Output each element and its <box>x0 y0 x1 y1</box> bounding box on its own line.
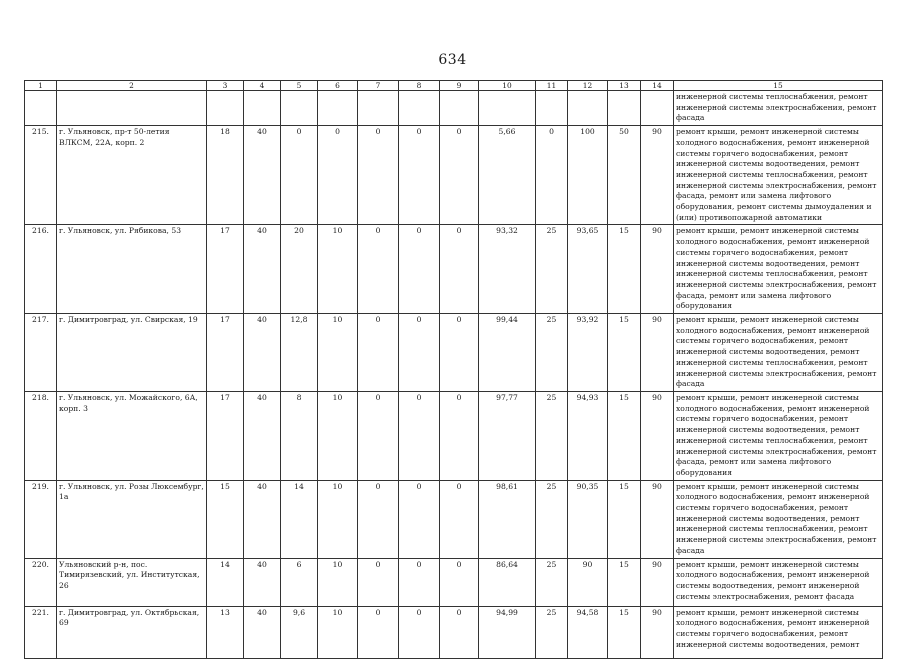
page-number: 634 <box>438 52 467 68</box>
cell-works: ремонт крыши, ремонт инженерной системы холодного водоснабжения, ремонт инженерной системы водоотведения, ремонт инженерной системы электроснабжения, ремонт фасада <box>674 558 883 606</box>
cell-c10: 99,44 <box>479 314 536 392</box>
cell-works: ремонт крыши, ремонт инженерной системы холодного водоснабжения, ремонт инженерной системы горячего водоснабжения, ремонт инженерной системы водоотведения, ремонт инженерной системы теплоснабжения, ремонт инженерной системы электроснабжения, ремонт фасада, ремонт или замена лифтового оборудования <box>674 391 883 480</box>
cell-c8: 0 <box>399 314 440 392</box>
cell-c7: 0 <box>358 225 399 314</box>
cell-c9: 0 <box>440 606 479 658</box>
cell-c5: 12,8 <box>281 314 318 392</box>
cell-c14: 90 <box>641 558 674 606</box>
cell-c11: 0 <box>536 126 568 225</box>
cell-c3: 13 <box>207 606 244 658</box>
column-header: 3 <box>207 81 244 91</box>
cell-c14: 90 <box>641 225 674 314</box>
cell-c5: 20 <box>281 225 318 314</box>
cell-c12: 100 <box>568 126 608 225</box>
cell-c13: 15 <box>608 558 641 606</box>
column-header: 5 <box>281 81 318 91</box>
table-row <box>25 558 883 606</box>
column-header: 13 <box>608 81 641 91</box>
cell-c9: 0 <box>440 225 479 314</box>
cell-c4: 40 <box>244 314 281 392</box>
cell-c7: 0 <box>358 391 399 480</box>
cell-c8: 0 <box>399 558 440 606</box>
cell-c6: 0 <box>318 126 358 225</box>
cell-c7: 0 <box>358 314 399 392</box>
cell-c9: 0 <box>440 480 479 558</box>
cell-c12: 94,93 <box>568 391 608 480</box>
cell-c8: 0 <box>399 606 440 658</box>
cell-c12: 94,58 <box>568 606 608 658</box>
cell-c4: 40 <box>244 606 281 658</box>
cell-num: 219. <box>25 480 57 558</box>
cell-c11: 25 <box>536 225 568 314</box>
cell-c13: 15 <box>608 225 641 314</box>
continuation-row <box>25 91 883 126</box>
cell-c6: 10 <box>318 314 358 392</box>
cell-c3: 15 <box>207 480 244 558</box>
cell-c5: 8 <box>281 391 318 480</box>
cell-c14: 90 <box>641 126 674 225</box>
cell-c5: 0 <box>281 126 318 225</box>
cell-num: 215. <box>25 126 57 225</box>
column-header: 4 <box>244 81 281 91</box>
cell-c8: 0 <box>399 391 440 480</box>
cell-c5: 14 <box>281 480 318 558</box>
cell-address: г. Ульяновск, ул. Розы Люксембург, 1а <box>57 480 207 558</box>
cell-c11: 25 <box>536 314 568 392</box>
cell-c8: 0 <box>399 480 440 558</box>
table-row <box>25 314 883 392</box>
cell-c7: 0 <box>358 558 399 606</box>
cell-c12: 93,65 <box>568 225 608 314</box>
cell-c3: 18 <box>207 126 244 225</box>
cell-works: инженерной системы теплоснабжения, ремонт инженерной системы электроснабжения, ремонт фасада <box>674 91 883 126</box>
column-header: 12 <box>568 81 608 91</box>
column-header: 11 <box>536 81 568 91</box>
cell-num: 221. <box>25 606 57 658</box>
cell-c13: 15 <box>608 314 641 392</box>
table-row <box>25 480 883 558</box>
cell-c13: 15 <box>608 391 641 480</box>
column-header: 1 <box>25 81 57 91</box>
cell-c4: 40 <box>244 225 281 314</box>
cell-c13: 15 <box>608 606 641 658</box>
cell-c10: 93,32 <box>479 225 536 314</box>
cell-c13: 50 <box>608 126 641 225</box>
column-header: 7 <box>358 81 399 91</box>
cell-works: ремонт крыши, ремонт инженерной системы холодного водоснабжения, ремонт инженерной системы горячего водоснабжения, ремонт инженерной системы водоотведения, ремонт инженерной системы теплоснабжения, ремонт инженерной системы электроснабжения, ремонт фасада, ремонт или замена лифтового оборудования, ремонт системы дымоудаления и (или) противопожарной автоматики <box>674 126 883 225</box>
cell-works: ремонт крыши, ремонт инженерной системы холодного водоснабжения, ремонт инженерной системы горячего водоснабжения, ремонт инженерной системы водоотведения, ремонт инженерной системы теплоснабжения, ремонт инженерной системы электроснабжения, ремонт фасада, ремонт или замена лифтового оборудования <box>674 225 883 314</box>
cell-c4: 40 <box>244 126 281 225</box>
column-header: 10 <box>479 81 536 91</box>
cell-c3: 14 <box>207 558 244 606</box>
cell-works: ремонт крыши, ремонт инженерной системы холодного водоснабжения, ремонт инженерной системы горячего водоснабжения, ремонт инженерной системы водоотведения, ремонт инженерной системы теплоснабжения, ремонт инженерной системы электроснабжения, ремонт фасада <box>674 480 883 558</box>
column-number-row <box>25 81 883 91</box>
cell-c7: 0 <box>358 606 399 658</box>
cell-c3: 17 <box>207 314 244 392</box>
cell-c9: 0 <box>440 314 479 392</box>
cell-c6: 10 <box>318 558 358 606</box>
cell-address: г. Ульяновск, ул. Рябикова, 53 <box>57 225 207 314</box>
cell-c13: 15 <box>608 480 641 558</box>
table-row <box>25 606 883 658</box>
cell-c6: 10 <box>318 606 358 658</box>
cell-num: 218. <box>25 391 57 480</box>
cell-c4: 40 <box>244 558 281 606</box>
cell-c4: 40 <box>244 480 281 558</box>
table-row <box>25 391 883 480</box>
cell-address: г. Ульяновск, ул. Можайского, 6А, корп. 3 <box>57 391 207 480</box>
cell-c8: 0 <box>399 225 440 314</box>
cell-num <box>25 91 57 126</box>
cell-works: ремонт крыши, ремонт инженерной системы холодного водоснабжения, ремонт инженерной системы горячего водоснабжения, ремонт инженерной системы водоотведения, ремонт инженерной системы теплоснабжения, ремонт инженерной системы электроснабжения, ремонт фасада <box>674 314 883 392</box>
cell-num: 216. <box>25 225 57 314</box>
cell-num: 220. <box>25 558 57 606</box>
cell-c14: 90 <box>641 606 674 658</box>
cell-c10: 86,64 <box>479 558 536 606</box>
cell-c11: 25 <box>536 480 568 558</box>
cell-c3: 17 <box>207 391 244 480</box>
cell-c5: 9,6 <box>281 606 318 658</box>
table-row <box>25 225 883 314</box>
cell-address: г. Димитровград, ул. Октябрьская, 69 <box>57 606 207 658</box>
cell-c14: 90 <box>641 480 674 558</box>
cell-c12: 90,35 <box>568 480 608 558</box>
cell-c11: 25 <box>536 391 568 480</box>
cell-c11: 25 <box>536 606 568 658</box>
cell-c10: 5,66 <box>479 126 536 225</box>
cell-address <box>57 91 207 126</box>
cell-num: 217. <box>25 314 57 392</box>
cell-c7: 0 <box>358 126 399 225</box>
cell-c9: 0 <box>440 126 479 225</box>
cell-c3: 17 <box>207 225 244 314</box>
cell-c10: 98,61 <box>479 480 536 558</box>
column-header: 6 <box>318 81 358 91</box>
cell-c10: 94,99 <box>479 606 536 658</box>
cell-c4: 40 <box>244 391 281 480</box>
table-row <box>25 126 883 225</box>
cell-c8: 0 <box>399 126 440 225</box>
column-header: 15 <box>674 81 883 91</box>
cell-c6: 10 <box>318 391 358 480</box>
cell-c10: 97,77 <box>479 391 536 480</box>
renovation-table <box>24 80 883 659</box>
column-header: 8 <box>399 81 440 91</box>
cell-c6: 10 <box>318 480 358 558</box>
cell-c11: 25 <box>536 558 568 606</box>
cell-c14: 90 <box>641 391 674 480</box>
column-header: 9 <box>440 81 479 91</box>
cell-c7: 0 <box>358 480 399 558</box>
cell-c9: 0 <box>440 558 479 606</box>
cell-c14: 90 <box>641 314 674 392</box>
cell-c12: 93,92 <box>568 314 608 392</box>
cell-address: г. Ульяновск, пр-т 50-летия ВЛКСМ, 22А, корп. 2 <box>57 126 207 225</box>
cell-address: Ульяновский р-н, пос. Тимирязевский, ул. Институтская, 26 <box>57 558 207 606</box>
cell-c5: 6 <box>281 558 318 606</box>
cell-c6: 10 <box>318 225 358 314</box>
cell-works: ремонт крыши, ремонт инженерной системы холодного водоснабжения, ремонт инженерной системы горячего водоснабжения, ремонт инженерной системы водоотведения, ремонт <box>674 606 883 658</box>
column-header: 2 <box>57 81 207 91</box>
cell-c12: 90 <box>568 558 608 606</box>
cell-c9: 0 <box>440 391 479 480</box>
cell-address: г. Димитровград, ул. Свирская, 19 <box>57 314 207 392</box>
column-header: 14 <box>641 81 674 91</box>
